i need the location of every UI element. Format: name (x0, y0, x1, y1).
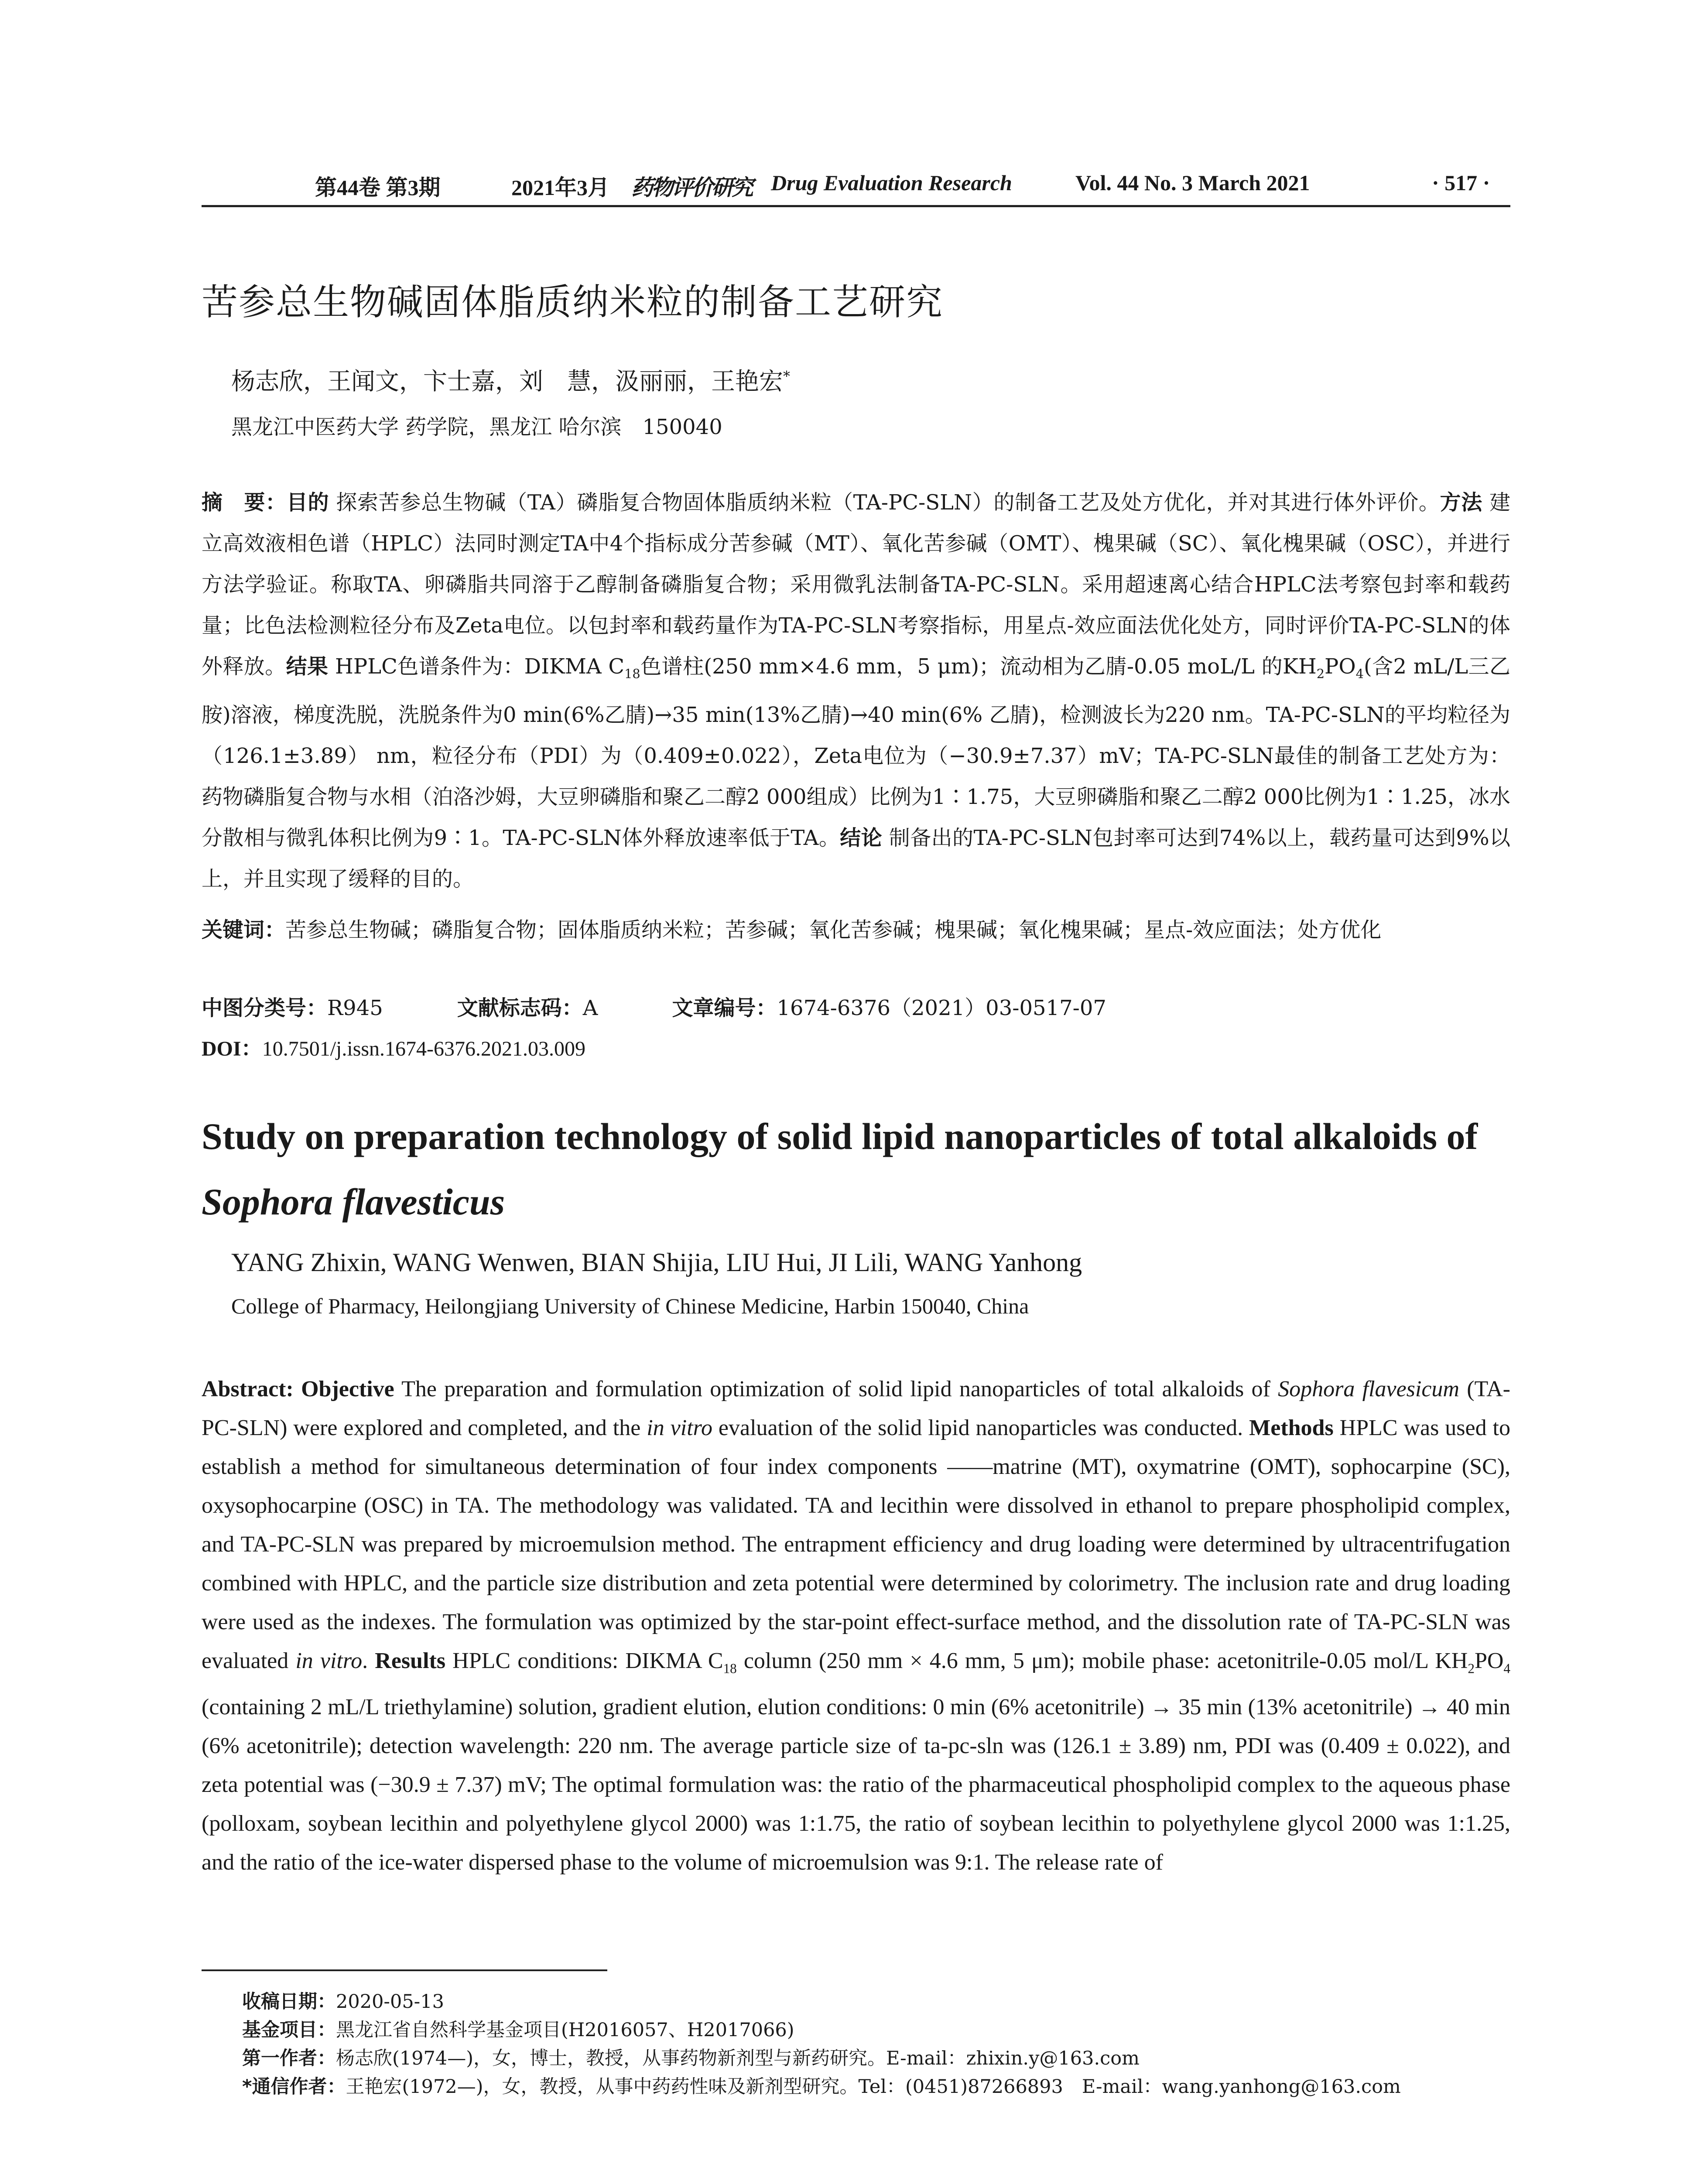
doc-code-label: 文献标志码： (457, 996, 583, 1020)
keywords-zh (202, 909, 1510, 950)
header-page-number: · 517 · (1432, 171, 1490, 195)
results-zh-d: (含2 mL/L三乙胺)溶液，梯度洗脱，洗脱条件为0 min(6%乙腈)→35 min(13%乙腈)→40 min(6% 乙腈)，检测波长为220 nm。TA-PC-SLN的平均粒径为（126.1±3.89） nm，粒径分布（PDI）为（0.409±0.022），Zeta电位为（−30.9±7.37）mV；TA-PC-SLN最佳的制备工艺处方为：药物磷脂复合物与水相（泊洛沙姆，大豆卵磷脂和聚乙二醇2 000组成）比例为1∶1.75，大豆卵磷脂和聚乙二醇2 000比例为1∶1.25，冰水分散相与微乳体积比例为9∶1。TA-PC-SLN体外释放速率低于TA。 (202, 654, 1510, 850)
authors-zh-names: 杨志欣，王闻文，卞士嘉，刘 慧，汲丽丽，王艳宏 (231, 367, 784, 395)
corresponding-mark: * (783, 368, 791, 385)
footnote-received-label: 收稿日期： (242, 1991, 336, 2013)
header-volume-zh: 第44卷 第3期 (315, 175, 441, 200)
abstract-zh (202, 482, 1510, 899)
abstract-zh-label: 摘 要： (202, 490, 287, 515)
clc-label: 中图分类号： (202, 996, 328, 1020)
results-zh-sub1: 18 (624, 666, 640, 681)
conclusion-label-zh: 结论 (840, 825, 883, 850)
footnote-first-author-label: 第一作者： (242, 2048, 336, 2069)
header-date-zh: 2021年3月 (511, 175, 609, 200)
keywords-text: 苦参总生物碱；磷脂复合物；固体脂质纳米粒；苦参碱；氧化苦参碱；槐果碱；氧化槐果碱；星点-效应面法；处方优化 (285, 918, 1382, 942)
title-en (202, 1104, 1515, 1234)
results-en-b: column (250 mm × 4.6 mm, 5 μm); mobile phase: acetonitrile-0.05 mol/L KH (736, 1648, 1468, 1673)
footnote-corresponding-text: 王艳宏(1972—)，女，教授，从事中药药性味及新剂型研究。Tel：(0451)87266893 E-mail：wang.yanhong@163.com (346, 2076, 1401, 2098)
header-journal-en: Drug Evaluation Research (771, 171, 1012, 195)
abstract-en (202, 1370, 1510, 1882)
journal-logo: 药物评价研究 (631, 174, 752, 200)
keywords-label: 关键词： (202, 918, 286, 942)
header-rule (202, 205, 1510, 207)
results-zh-sub3: 4 (1355, 666, 1364, 681)
article-no-value: 1674-6376（2021）03-0517-07 (777, 996, 1106, 1020)
doi-label: DOI： (202, 1037, 262, 1060)
footnote-funding-text: 黑龙江省自然科学基金项目(H2016057、H2017066) (336, 2019, 794, 2041)
title-en-main: Study on preparation technology of solid lipid nanoparticles of total alkaloids of (202, 1115, 1478, 1157)
doi-link[interactable]: 10.7501/j.issn.1674-6376.2021.03.009 (262, 1037, 586, 1060)
results-zh-c: PO (1325, 654, 1356, 679)
results-en-sub1: 18 (723, 1661, 737, 1676)
methods-zh: 建立高效液相色谱（HPLC）法同时测定TA中4个指标成分苦参碱（MT）、氧化苦参碱（OMT）、槐果碱（SC）、氧化槐果碱（OSC），并进行方法学验证。称取TA、卵磷脂共同溶于乙醇制备磷脂复合物；采用微乳法制备TA-PC-SLN。采用超速离心结合HPLC法考察包封率和载药量；比色法检测粒径分布及Zeta电位。以包封率和载药量作为TA-PC-SLN考察指标，用星点-效应面法优化处方，同时评价TA-PC-SLN的体外释放。 (202, 490, 1510, 679)
objective-label-zh: 目的 (286, 490, 329, 515)
doi-row (202, 1032, 585, 1062)
results-en-a: HPLC conditions: DIKMA C (445, 1648, 723, 1673)
abstract-en-label: Abstract: (202, 1377, 294, 1402)
doc-code-value: A (582, 996, 598, 1020)
objective-en-invitro: in vitro (647, 1415, 712, 1440)
methods-en-a: HPLC was used to establish a method for simultaneous determination of four index components ——matrine (MT), oxymatrine (OMT), sophocarpine (SC), oxysophocarpine (OSC) in TA. The methodology was validated. TA and lecithin were dissolved in ethanol to prepare phospholipid complex, and TA-PC-SLN was prepared by microemulsion method. The entrapment efficiency and drug loading were determined by ultracentrifugation combined with HPLC, and the particle size distribution and zeta potential were determined by colorimetry. The inclusion rate and drug loading were used as the indexes. The formulation was optimized by the star-point effect-surface method, and the dissolution rate of TA-PC-SLN was evaluated (202, 1415, 1511, 1673)
methods-en-b: . (362, 1648, 368, 1673)
objective-en-c: evaluation of the solid lipid nanoparticles was conducted. (712, 1415, 1243, 1440)
results-label-en: Results (375, 1648, 446, 1673)
footnote-funding (242, 2015, 794, 2042)
footnote-received-text: 2020-05-13 (336, 1991, 444, 2013)
affiliation-en: College of Pharmacy, Heilongjiang University of Chinese Medicine, Harbin 150040, China (231, 1294, 1029, 1318)
affiliation-zh: 黑龙江中医药大学 药学院，黑龙江 哈尔滨 150040 (231, 415, 722, 439)
results-label-zh: 结果 (286, 654, 329, 679)
results-en-sub3: 4 (1503, 1661, 1511, 1676)
objective-zh: 探索苦参总生物碱（TA）磷脂复合物固体脂质纳米粒（TA-PC-SLN）的制备工艺及处方优化，并对其进行体外评价。 (329, 490, 1440, 515)
footnote-corresponding-label: *通信作者： (242, 2076, 346, 2098)
footnote-rule (202, 1969, 607, 1971)
footnote-received (242, 1987, 444, 2013)
methods-label-zh: 方法 (1440, 490, 1482, 515)
footnote-first-author (242, 2044, 1140, 2070)
results-en-d: (containing 2 mL/L triethylamine) solution, gradient elution, elution conditions: 0 min (6% acetonitrile) → 35 min (13% acetonitrile) → 40 min (6% acetonitrile); detection wavelength: 220 nm. The average particle size of ta-pc-sln was (126.1 ± 3.89) nm, PDI was (0.409 ± 0.022), and zeta potential was (−30.9 ± 7.37) mV; The optimal formulation was: the ratio of the pharmaceutical phospholipid complex to the aqueous phase (polloxam, soybean lecithin and polyethylene glycol 2000) was 1:1.75, the ratio of soybean lecithin to polyethylene glycol 2000 was 1:1.25, and the ratio of the ice-water dispersed phase to the volume of microemulsion was 9:1. The release rate of (202, 1695, 1510, 1875)
objective-en-a: The preparation and formulation optimization of solid lipid nanoparticles of total alkaloids of (394, 1377, 1278, 1402)
results-zh-sub2: 2 (1316, 666, 1325, 681)
objective-label-en: Objective (301, 1377, 394, 1402)
running-header (202, 166, 1510, 209)
objective-en-b: (TA-PC-SLN) were explored and completed, and the (202, 1377, 1510, 1440)
classification-row (202, 991, 1181, 1021)
results-zh-b: 色谱柱(250 mm×4.6 mm，5 μm)；流动相为乙腈-0.05 moL/L 的KH (640, 654, 1317, 679)
methods-en-invitro: in vitro (295, 1648, 363, 1673)
footnote-funding-label: 基金项目： (242, 2019, 336, 2041)
conclusion-zh: 制备出的TA-PC-SLN包封率可达到74%以上，载药量可达到9%以上，并且实现了缓释的目的。 (202, 825, 1510, 891)
footnote-first-author-text: 杨志欣(1974—)，女，博士，教授，从事药物新剂型与新药研究。E-mail：zhixin.y@163.com (336, 2048, 1140, 2069)
article-no-label: 文章编号： (672, 996, 777, 1020)
header-volume-en: Vol. 44 No. 3 March 2021 (1075, 171, 1310, 195)
title-en-species: Sophora flavesticus (202, 1181, 505, 1223)
results-zh-a: HPLC色谱条件为：DIKMA C (328, 654, 625, 679)
methods-label-en: Methods (1249, 1415, 1334, 1440)
title-zh: 苦参总生物碱固体脂质纳米粒的制备工艺研究 (202, 281, 943, 323)
results-en-c: PO (1474, 1648, 1504, 1673)
authors-zh (231, 362, 790, 397)
authors-en: YANG Zhixin, WANG Wenwen, BIAN Shijia, LIU Hui, JI Lili, WANG Yanhong (231, 1248, 1082, 1277)
objective-en-species: Sophora flavesicum (1278, 1377, 1459, 1402)
results-en-sub2: 2 (1468, 1661, 1475, 1676)
footnote-corresponding (242, 2072, 1401, 2099)
clc-value: R945 (327, 996, 383, 1020)
